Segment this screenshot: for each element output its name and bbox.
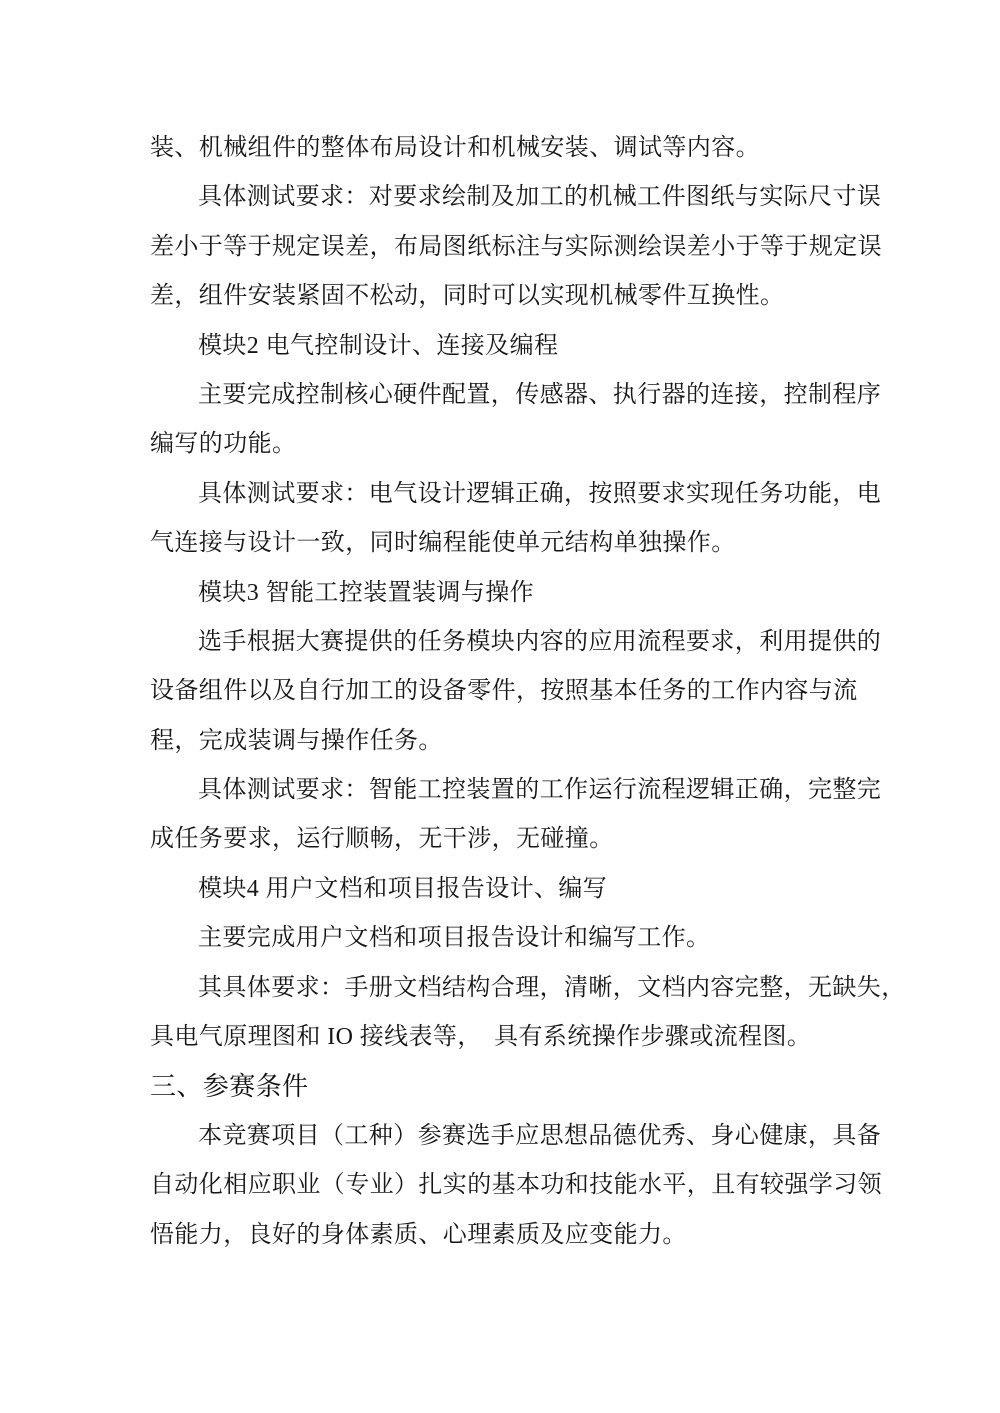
text-line: 悟能力，良好的身体素质、心理素质及应变能力。 [150,1221,687,1248]
document-body [150,124,906,1260]
text-line: 具体测试要求：电气设计逻辑正确，按照要求实现任务功能，电 [198,480,882,507]
text-line: 其具体要求：手册文档结构合理，清晰，文档内容完整，无缺失， [198,974,906,1001]
text-line: 模块4 用户文档和项目报告设计、编写 [198,875,608,902]
text-line: 差，组件安装紧固不松动，同时可以实现机械零件互换性。 [150,283,785,310]
text-line: 气连接与设计一致，同时编程能使单元结构单独操作。 [150,530,736,557]
text-line: 模块3 智能工控装置装调与操作 [198,579,534,606]
text-line: 编写的功能。 [150,431,297,458]
text-line: 选手根据大赛提供的任务模块内容的应用流程要求，利用提供的 [198,628,882,655]
section-heading: 三、参赛条件 [150,1071,309,1102]
text-line: 程，完成装调与操作任务。 [150,727,443,754]
text-line: 模块2 电气控制设计、连接及编程 [198,332,559,359]
text-line: 具电气原理图和 IO 接线表等， 具有系统操作步骤或流程图。 [150,1024,812,1051]
text-line: 主要完成用户文档和项目报告设计和编写工作。 [198,925,711,952]
text-line: 设备组件以及自行加工的设备零件，按照基本任务的工作内容与流 [150,678,858,705]
text-line: 装、机械组件的整体布局设计和机械安装、调试等内容。 [150,135,760,161]
text-line: 本竞赛项目（工种）参赛选手应思想品德优秀、身心健康，具备 [198,1122,882,1149]
text-line: 具体测试要求：智能工控装置的工作运行流程逻辑正确，完整完 [198,777,882,804]
text-line: 具体测试要求：对要求绘制及加工的机械工件图纸与实际尺寸误 [198,184,882,211]
text-line: 差小于等于规定误差，布局图纸标注与实际测绘误差小于等于规定误 [150,233,882,260]
text-line: 自动化相应职业（专业）扎实的基本功和技能水平，且有较强学习领 [150,1172,882,1199]
text-line: 主要完成控制核心硬件配置，传感器、执行器的连接，控制程序 [198,381,882,408]
text-line: 成任务要求，运行顺畅，无干涉，无碰撞。 [150,826,614,853]
